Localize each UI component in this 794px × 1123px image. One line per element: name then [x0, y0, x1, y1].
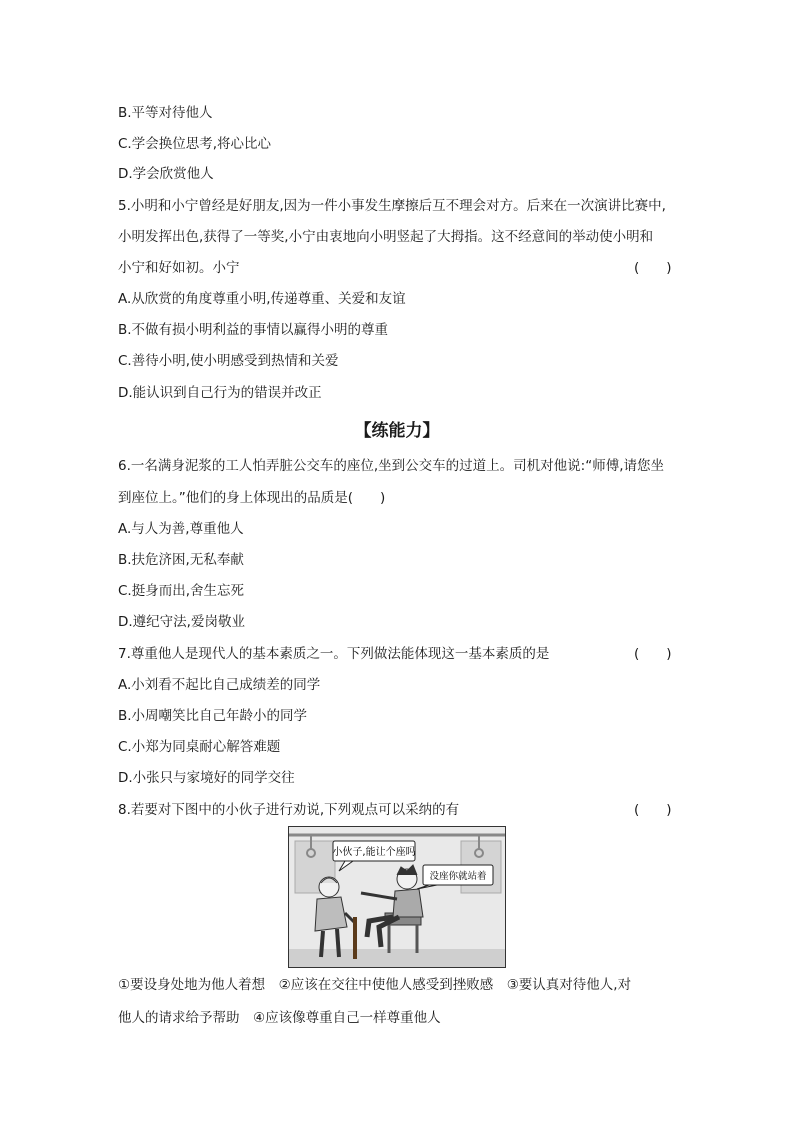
- q8-stem: 8.若要对下图中的小伙子进行劝说,下列观点可以采纳的有: [118, 802, 460, 818]
- q5-option-b: B.不做有损小明利益的事情以赢得小明的尊重: [118, 322, 389, 338]
- q5-stem-line3: 小宁和好如初。小宁: [118, 260, 240, 276]
- cartoon-illustration: [289, 827, 505, 967]
- q6-option-a: A.与人为善,尊重他人: [118, 521, 244, 537]
- q7-option-d: D.小张只与家境好的同学交往: [118, 770, 295, 786]
- speech-bubble-youth-text: 没座你就站着: [429, 871, 487, 882]
- q5-option-a: A.从欣赏的角度尊重小明,传递尊重、关爱和友谊: [118, 291, 406, 307]
- q6-option-c: C.挺身而出,舍生忘死: [118, 583, 245, 599]
- q8-statements-line2: 他人的请求给予帮助 ④应该像尊重自己一样尊重他人: [118, 1010, 441, 1026]
- section-heading: 【练能力】: [354, 421, 440, 441]
- q5-option-d: D.能认识到自己行为的错误并改正: [118, 385, 322, 401]
- q5-answer-paren: ( ): [634, 260, 672, 276]
- q5-option-c: C.善待小明,使小明感受到热情和关爱: [118, 353, 339, 369]
- q8-statements-line1: ①要设身处地为他人着想 ②应该在交往中使他人感受到挫败感 ③要认真对待他人,对: [118, 977, 632, 993]
- speech-bubble-youth: [417, 865, 493, 889]
- q7-option-b: B.小周嘲笑比自己年龄小的同学: [118, 708, 308, 724]
- speech-bubble-elder-text: 小伙子,能让个座吗: [332, 847, 416, 858]
- q6-stem-line2: 到座位上。”他们的身上体现出的品质是( ): [118, 490, 386, 506]
- q7-option-a: A.小刘看不起比自己成绩差的同学: [118, 677, 321, 693]
- q6-option-d: D.遵纪守法,爱岗敬业: [118, 614, 245, 630]
- q5-stem-line2: 小明发挥出色,获得了一等奖,小宁由衷地向小明竖起了大拇指。这不经意间的举动使小明和: [118, 229, 654, 245]
- q8-answer-paren: ( ): [634, 802, 672, 818]
- cartoon-figure: [288, 826, 506, 968]
- q6-option-b: B.扶危济困,无私奉献: [118, 552, 244, 568]
- q4-option-c: C.学会换位思考,将心比心: [118, 136, 272, 152]
- q4-option-b: B.平等对待他人: [118, 105, 213, 121]
- q7-answer-paren: ( ): [634, 646, 672, 662]
- q7-option-c: C.小郑为同桌耐心解答难题: [118, 739, 281, 755]
- q4-option-d: D.学会欣赏他人: [118, 166, 214, 182]
- q5-stem-line1: 5.小明和小宁曾经是好朋友,因为一件小事发生摩擦后互不理会对方。后来在一次演讲比赛中,: [118, 198, 666, 214]
- q7-stem: 7.尊重他人是现代人的基本素质之一。下列做法能体现这一基本素质的是: [118, 646, 550, 662]
- q6-stem-line1: 6.一名满身泥浆的工人怕弄脏公交车的座位,坐到公交车的过道上。司机对他说:“师傅,请您坐: [118, 458, 665, 474]
